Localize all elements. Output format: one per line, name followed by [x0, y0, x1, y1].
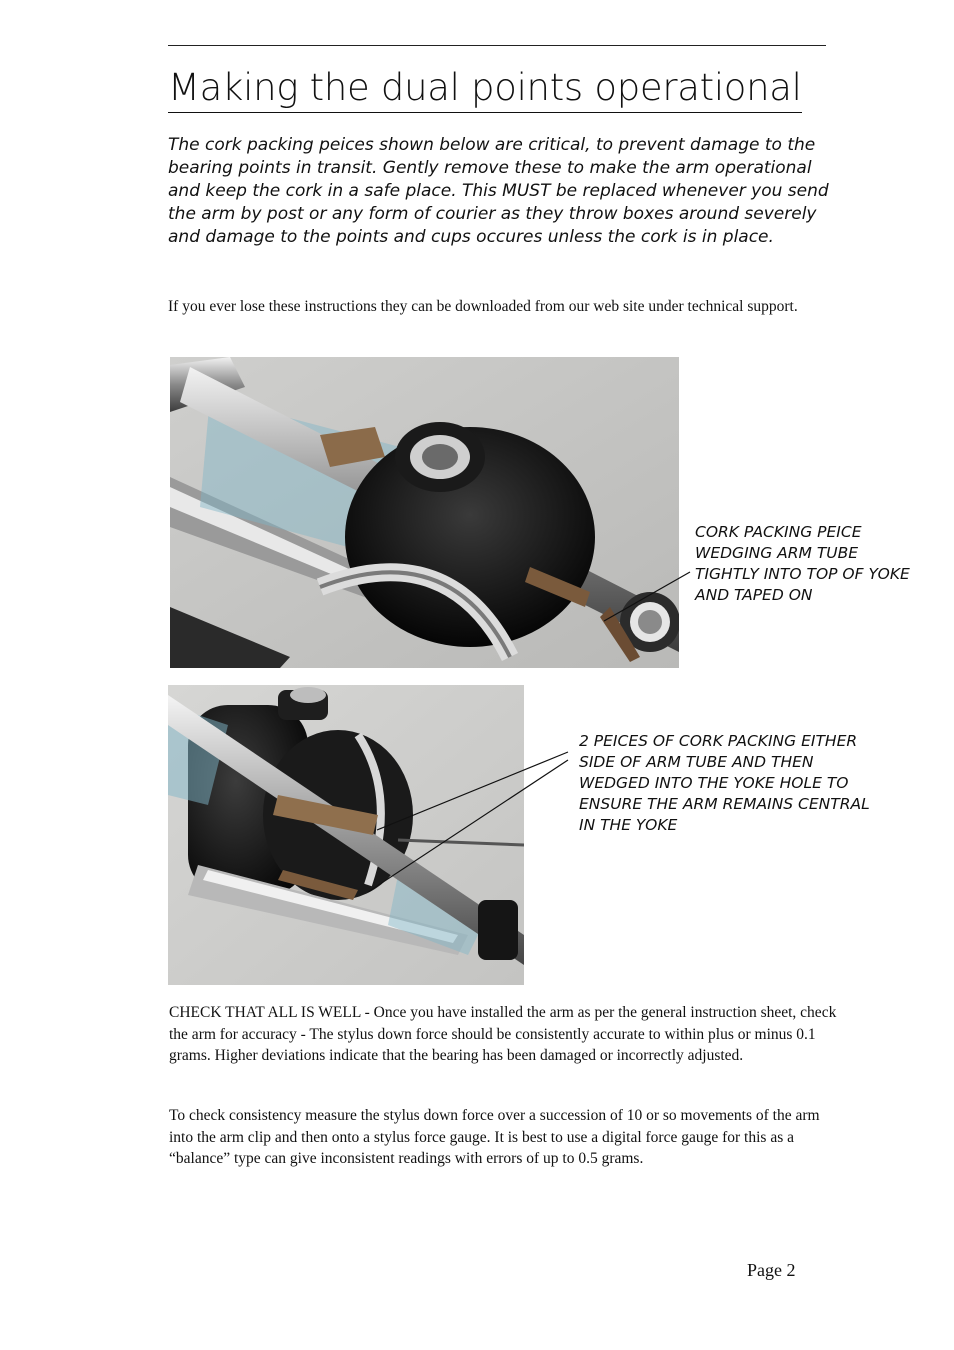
caption-line: AND TAPED ON — [695, 586, 813, 604]
header-rule — [168, 45, 826, 46]
intro-paragraph: The cork packing peices shown below are critical, to prevent damage to the bearing points in transit. Gently remove these to make the arm operational and keep the cork in a safe place. This MUST be replaced whenever you send the arm by post or any form of courier as they throw boxes around severely and damage to the points and cups occures unless the cork is in place. — [168, 135, 829, 247]
caption-line: TIGHTLY INTO TOP OF YOKE — [695, 565, 910, 583]
consistency-paragraph: To check consistency measure the stylus down force over a succession of 10 or so movements of the arm into the arm clip and then onto a stylus force gauge. It is best to use a digital force gauge for this as a “balance” type can give inconsistent readings with errors of up to 0.5 grams. — [169, 1107, 820, 1167]
caption-line: ENSURE THE ARM REMAINS CENTRAL — [579, 795, 870, 813]
caption-line: SIDE OF ARM TUBE AND THEN — [579, 753, 814, 771]
caption-line: WEDGING ARM TUBE — [695, 544, 859, 562]
check-paragraph: CHECK THAT ALL IS WELL - Once you have installed the arm as per the general instruction sheet, check the arm for accuracy - The stylus down force should be consistently accurate to within plus or minus 0.1 grams. Higher deviations indicate that the bearing has been damaged or incorrectly adjusted. — [169, 1004, 837, 1064]
caption-line: 2 PEICES OF CORK PACKING EITHER — [579, 732, 858, 750]
caption-line: WEDGED INTO THE YOKE HOLE TO — [579, 774, 849, 792]
caption-cork-either-side — [579, 731, 909, 836]
caption-line: IN THE YOKE — [579, 816, 678, 834]
page-number: Page 2 — [747, 1260, 796, 1280]
photo-cork-either-side — [168, 685, 524, 985]
photo-cork-top-of-yoke — [170, 357, 679, 668]
page-title: Making the dual points operational — [168, 64, 802, 113]
caption-cork-top-of-yoke — [695, 522, 945, 606]
caption-line: CORK PACKING PEICE — [695, 523, 862, 541]
download-note: If you ever lose these instructions they can be downloaded from our web site under technical support. — [168, 298, 798, 315]
